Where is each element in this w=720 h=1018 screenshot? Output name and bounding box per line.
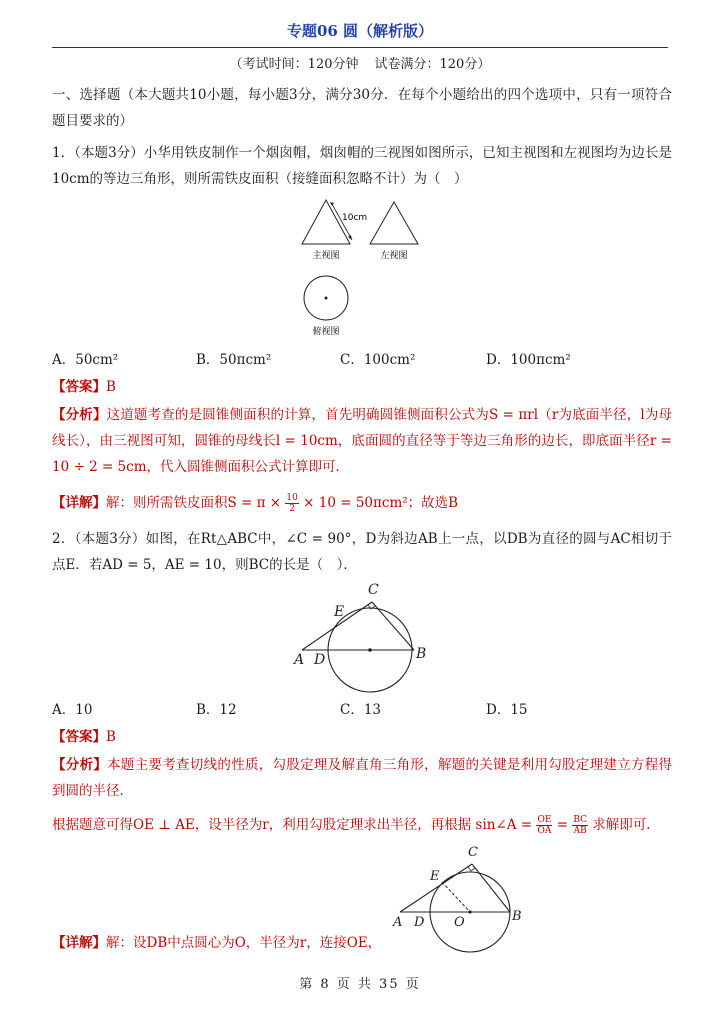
q2-analysis-2: 根据题意可得OE ⊥ AE，设半径为r，利用勾股定理求出半径，再根据 sin∠A = $\frac{OE}{OA}$ = $\frac{BC}{AB}$ 求解即可．	[52, 815, 660, 836]
label-b: B	[416, 646, 427, 662]
frac1-den: OA	[537, 826, 552, 836]
q1-analysis	[52, 402, 672, 480]
dimension-arrow-top	[330, 202, 334, 206]
detail-line-oe	[442, 882, 470, 912]
q2-option-b: B．12	[196, 702, 237, 718]
q2-detail-tag: 【详解】	[52, 935, 106, 951]
detail-label-d: D	[414, 915, 425, 930]
q1-answer	[52, 374, 672, 400]
q2-detail-text: 解：设DB中点圆心为O，半径为r，连接OE，	[106, 935, 382, 951]
q2-analysis	[52, 752, 672, 804]
top-view-center	[325, 297, 328, 300]
q2-figure	[290, 578, 440, 696]
q2-answer-value: B	[106, 729, 116, 745]
section-heading: 一、选择题（本大题共10小题，每小题3分，满分30分．在每个小题给出的四个选项中，只有一项符合题目要求的）	[52, 87, 672, 129]
q1-analysis-text: 这道题考查的是圆锥侧面积的计算，首先明确圆锥侧面积公式为S = πrl（r为底面半径，l为母线长），由三视图可知，圆锥的母线长l = 10cm，底面圆的直径等于等边三角形的边长，即底面半径r = 10 ÷ 2 = 5cm，代入圆锥侧面积公式计算即可．	[52, 407, 673, 475]
label-d: D	[314, 652, 326, 668]
left-view-label: 左视图	[380, 251, 408, 261]
detail-line-cb	[472, 864, 510, 912]
q1-option-b: B．50πcm²	[196, 352, 272, 368]
q1-detail-fraction	[285, 493, 298, 514]
q1-frac-den: 2	[289, 504, 296, 514]
full-score: 试卷满分：120分）	[374, 57, 491, 72]
q2-fraction-oe-oa	[536, 815, 552, 836]
q2-analysis2-post: 求解即可．	[592, 817, 660, 833]
q2-analysis-text: 本题主要考查切线的性质，勾股定理及解直角三角形，解题的关键是利用勾股定理建立方程得到圆的半径．	[52, 757, 673, 799]
detail-label-b: B	[512, 909, 522, 924]
q2-center-point	[368, 648, 372, 652]
detail-label-e: E	[430, 869, 440, 884]
q1-option-c: C．100cm²	[340, 352, 416, 368]
q2-fraction-bc-ab	[572, 815, 588, 836]
q1-detail-tag: 【详解】	[52, 495, 106, 511]
detail-label-c: C	[468, 845, 478, 860]
page-title: 专题06 圆（解析版）	[286, 22, 434, 40]
line-cb	[372, 602, 414, 650]
q2-option-a: A．10	[52, 702, 93, 718]
q2-analysis-tag: 【分析】	[52, 757, 108, 773]
q1-detail-pre: 解：则所需铁皮面积S = π ×	[106, 495, 282, 511]
exam-info	[0, 53, 720, 72]
q2-detail-figure	[390, 842, 530, 954]
q2-analysis2-pre: 根据题意可得OE ⊥ AE，设半径为r，利用勾股定理求出半径，再根据 sin∠A =	[52, 817, 533, 833]
q2-stem: 2．（本题3分）如图，在Rt△ABC中，∠C = 90°，D为斜边AB上一点，以DB为直径的圆与AC相切于点E．若AD = 5，AE = 10，则BC的长是（ ）．	[52, 531, 672, 573]
frac1-num: OE	[537, 815, 552, 825]
header-rule	[52, 47, 668, 48]
label-e: E	[334, 604, 345, 620]
label-a: A	[294, 652, 305, 668]
q1-option-d: D．100πcm²	[486, 352, 571, 368]
exam-time: （考试时间：120分钟	[229, 57, 359, 72]
dimension-label: 10cm	[342, 213, 368, 223]
q1-answer-value: B	[106, 379, 116, 395]
q1-option-a: A．50cm²	[52, 352, 119, 368]
q1-detail	[52, 490, 672, 516]
q2-option-c: C．13	[340, 702, 382, 718]
detail-label-a: A	[393, 915, 403, 930]
q1-frac-num: 10	[286, 493, 298, 503]
frac2-den: AB	[573, 826, 587, 836]
q1-analysis-tag: 【分析】	[52, 407, 107, 423]
q1-answer-tag: 【答案】	[52, 379, 106, 395]
q2-detail	[52, 930, 392, 956]
detail-right-angle-mark	[468, 867, 475, 871]
page-number: 第 8 页 共 35 页	[299, 977, 421, 992]
q2-answer-tag: 【答案】	[52, 729, 106, 745]
frac2-num: BC	[573, 815, 587, 825]
detail-center-point	[468, 910, 471, 913]
q2-answer	[52, 724, 672, 750]
q1-detail-post: × 10 = 50πcm²；故选B	[303, 495, 459, 511]
top-view-label: 俯视图	[312, 327, 340, 337]
left-view-triangle	[370, 202, 418, 244]
dimension-arrow-bottom	[348, 235, 352, 240]
q1-three-views-figure	[290, 196, 430, 344]
q1-stem: 1．（本题3分）小华用铁皮制作一个烟囱帽，烟囱帽的三视图如图所示，已知主视图和左视图均为边长是10cm的等边三角形，则所需铁皮面积（接缝面积忽略不计）为（ ）	[52, 145, 672, 187]
label-c: C	[368, 582, 379, 598]
detail-label-o: O	[454, 915, 465, 930]
q2-option-d: D．15	[486, 702, 528, 718]
front-view-label: 主视图	[312, 251, 340, 261]
